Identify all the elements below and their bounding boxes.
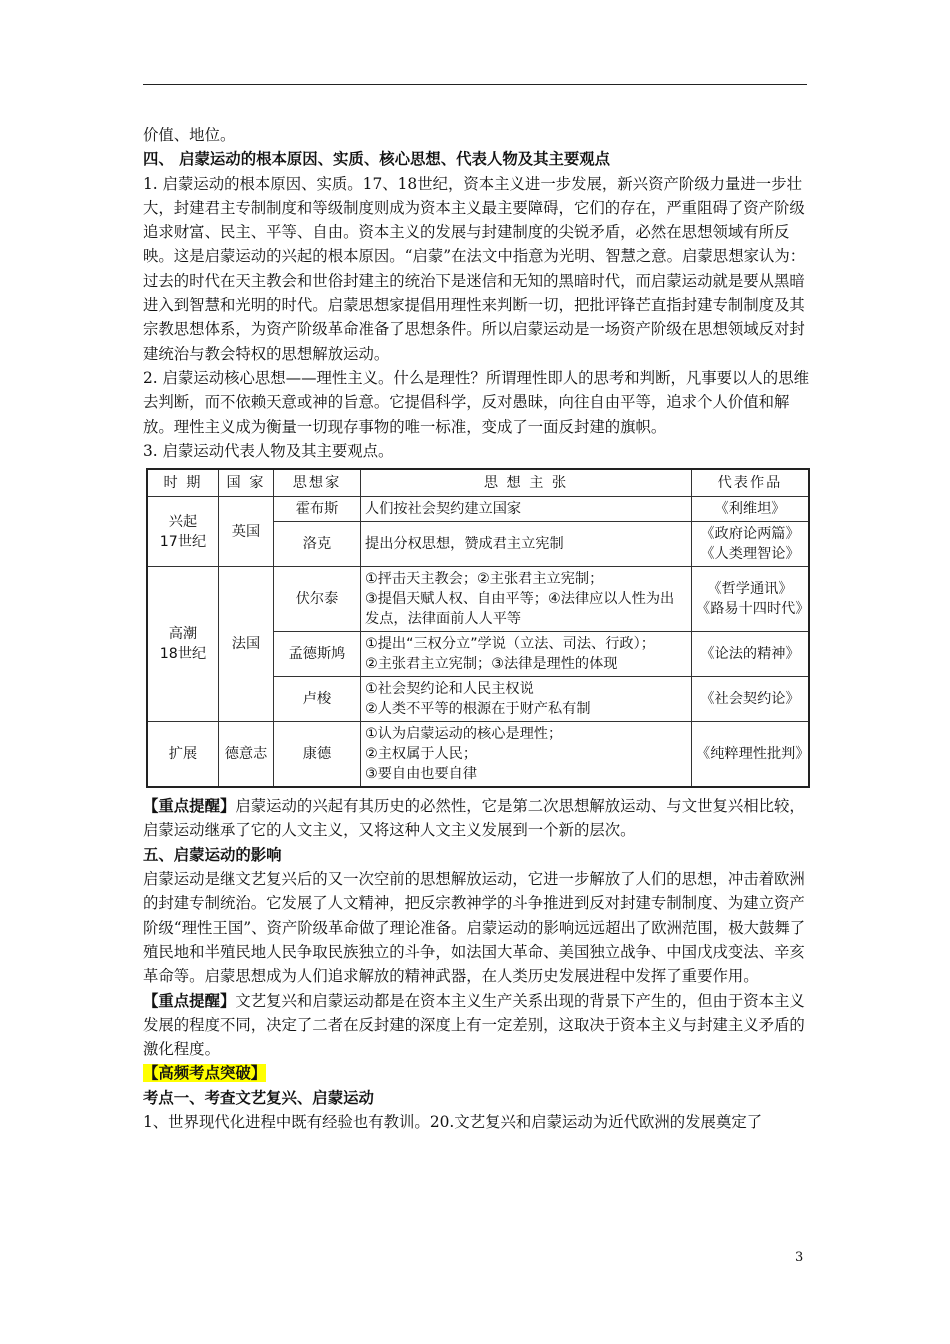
tip-paragraph-1 [143,794,809,843]
thinker-cell: 伏尔泰 [274,567,361,632]
country-cell: 英国 [219,497,274,567]
idea-cell: 提出分权思想，赞成君主立宪制 [361,522,692,567]
col-period: 时 期 [147,469,219,497]
table-row [147,722,809,788]
col-country: 国 家 [219,469,274,497]
thinker-cell: 霍布斯 [274,497,361,522]
idea-cell: ①抨击天主教会；②主张君主立宪制； ③提倡天赋人权、自由平等；④法律应以人性为出发点，法律面前人人平等 [361,567,692,632]
thinker-cell: 孟德斯鸠 [274,632,361,677]
header-rule [143,84,807,85]
tip-paragraph-2 [143,989,809,1062]
table-row [147,567,809,632]
col-thinker: 思想家 [274,469,361,497]
period-cell: 兴起 17世纪 [147,497,219,567]
page-number: 3 [795,1250,804,1265]
work-cell: 《纯粹理性批判》 [692,722,810,788]
idea-cell: ①认为启蒙运动的核心是理性； ②主权属于人民； ③要自由也要自律 [361,722,692,788]
work-cell: 《社会契约论》 [692,677,810,722]
paragraph-2: 2. 启蒙运动核心思想——理性主义。什么是理性？所谓理性即人的思考和判断，凡事要以人的思维去判断，而不依赖天意或神的旨意。它提倡科学，反对愚昧，向往自由平等，追求个人价值和解放。理性主义成为衡量一切现存事物的唯一标准，变成了一面反封建的旗帜。 [143,368,809,436]
work-cell: 《哲学通讯》 《路易十四时代》 [692,567,810,632]
thinker-cell: 康德 [274,722,361,788]
tip-text: 启蒙运动的兴起有其历史的必然性，它是第二次思想解放运动、与文世复兴相比较，启蒙运动继承了它的人文主义，又将这种人文主义发展到一个新的层次。 [143,797,805,840]
table-row [147,497,809,522]
paragraph-1: 1. 启蒙运动的根本原因、实质。17、18世纪，资本主义进一步发展，新兴资产阶级力量进一步壮大，封建君主专制制度和等级制度则成为资本主义最主要障碍，它们的存在，严重阻碍了资产阶级追求财富、民主、平等、自由。资本主义的发展与封建制度的尖锐矛盾，必然在思想领域有所反映。这是启蒙运动的兴起的根本原因。“启蒙”在法文中指意为光明、智慧之意。启蒙思想家认为：过去的时代在天主教会和世俗封建主的统治下是迷信和无知的黑暗时代，而启蒙运动就是要从黑暗进入到智慧和光明的时代。启蒙思想家提倡用理性来判断一切，把批评锋芒直指封建专制制度及其宗教思想体系，为资产阶级革命准备了思想条件。所以启蒙运动是一场资产阶级在思想领域反对封建统治与教会特权的思想解放运动。 [143,174,806,363]
idea-cell: ①社会契约论和人民主权说 ②人类不平等的根源在于财产私有制 [361,677,692,722]
tip-label: 【重点提醒】 [143,991,236,1010]
last-line: 1、世界现代化进程中既有经验也有教训。20.文艺复兴和启蒙运动为近代欧洲的发展奠定了 [143,1113,763,1132]
col-work: 代表作品 [692,469,810,497]
thinker-cell: 洛克 [274,522,361,567]
section-4-title: 四、 启蒙运动的根本原因、实质、核心思想、代表人物及其主要观点 [143,150,611,169]
tip-text: 文艺复兴和启蒙运动都是在资本主义生产关系出现的背景下产生的，但由于资本主义发展的程度不同，决定了二者在反封建的深度上有一定差别，这取决于资本主义与封建主义矛盾的激化程度。 [143,991,805,1059]
enlightenment-thinkers-table [146,468,810,788]
document-body [143,123,809,1134]
period-cell: 高潮 18世纪 [147,567,219,722]
work-cell: 《政府论两篇》 《人类理智论》 [692,522,810,567]
idea-cell: 人们按社会契约建立国家 [361,497,692,522]
col-idea: 思 想 主 张 [361,469,692,497]
paragraph-3: 3. 启蒙运动代表人物及其主要观点。 [143,441,394,460]
paragraph-5: 启蒙运动是继文艺复兴后的又一次空前的思想解放运动，它进一步解放了人们的思想，冲击着欧洲的封建专制统治。它发展了人文精神，把反宗教神学的斗争推进到反对封建专制制度、为建立资产阶级“理性王国”、资产阶级革命做了理论准备。启蒙运动的影响远远超出了欧洲范围，极大鼓舞了殖民地和半殖民地人民争取民族独立的斗争，如法国大革命、美国独立战争、中国戊戌变法、辛亥革命等。启蒙思想成为人们追求解放的精神武器，在人类历史发展进程中发挥了重要作用。 [143,870,806,986]
tip-label: 【重点提醒】 [143,797,236,816]
section-5-title: 五、启蒙运动的影响 [143,845,282,864]
country-cell: 法国 [219,567,274,722]
high-frequency-heading: 【高频考点突破】 [143,1064,267,1083]
text-line: 价值、地位。 [143,126,236,144]
thinker-cell: 卢梭 [274,677,361,722]
period-cell: 扩展 [147,722,219,788]
work-cell: 《论法的精神》 [692,632,810,677]
table-header-row [147,469,809,497]
kaodian-1-title: 考点一、考查文艺复兴、启蒙运动 [143,1088,374,1107]
idea-cell: ①提出“三权分立”学说（立法、司法、行政）； ②主张君主立宪制；③法律是理性的体现 [361,632,692,677]
country-cell: 德意志 [219,722,274,788]
work-cell: 《利维坦》 [692,497,810,522]
